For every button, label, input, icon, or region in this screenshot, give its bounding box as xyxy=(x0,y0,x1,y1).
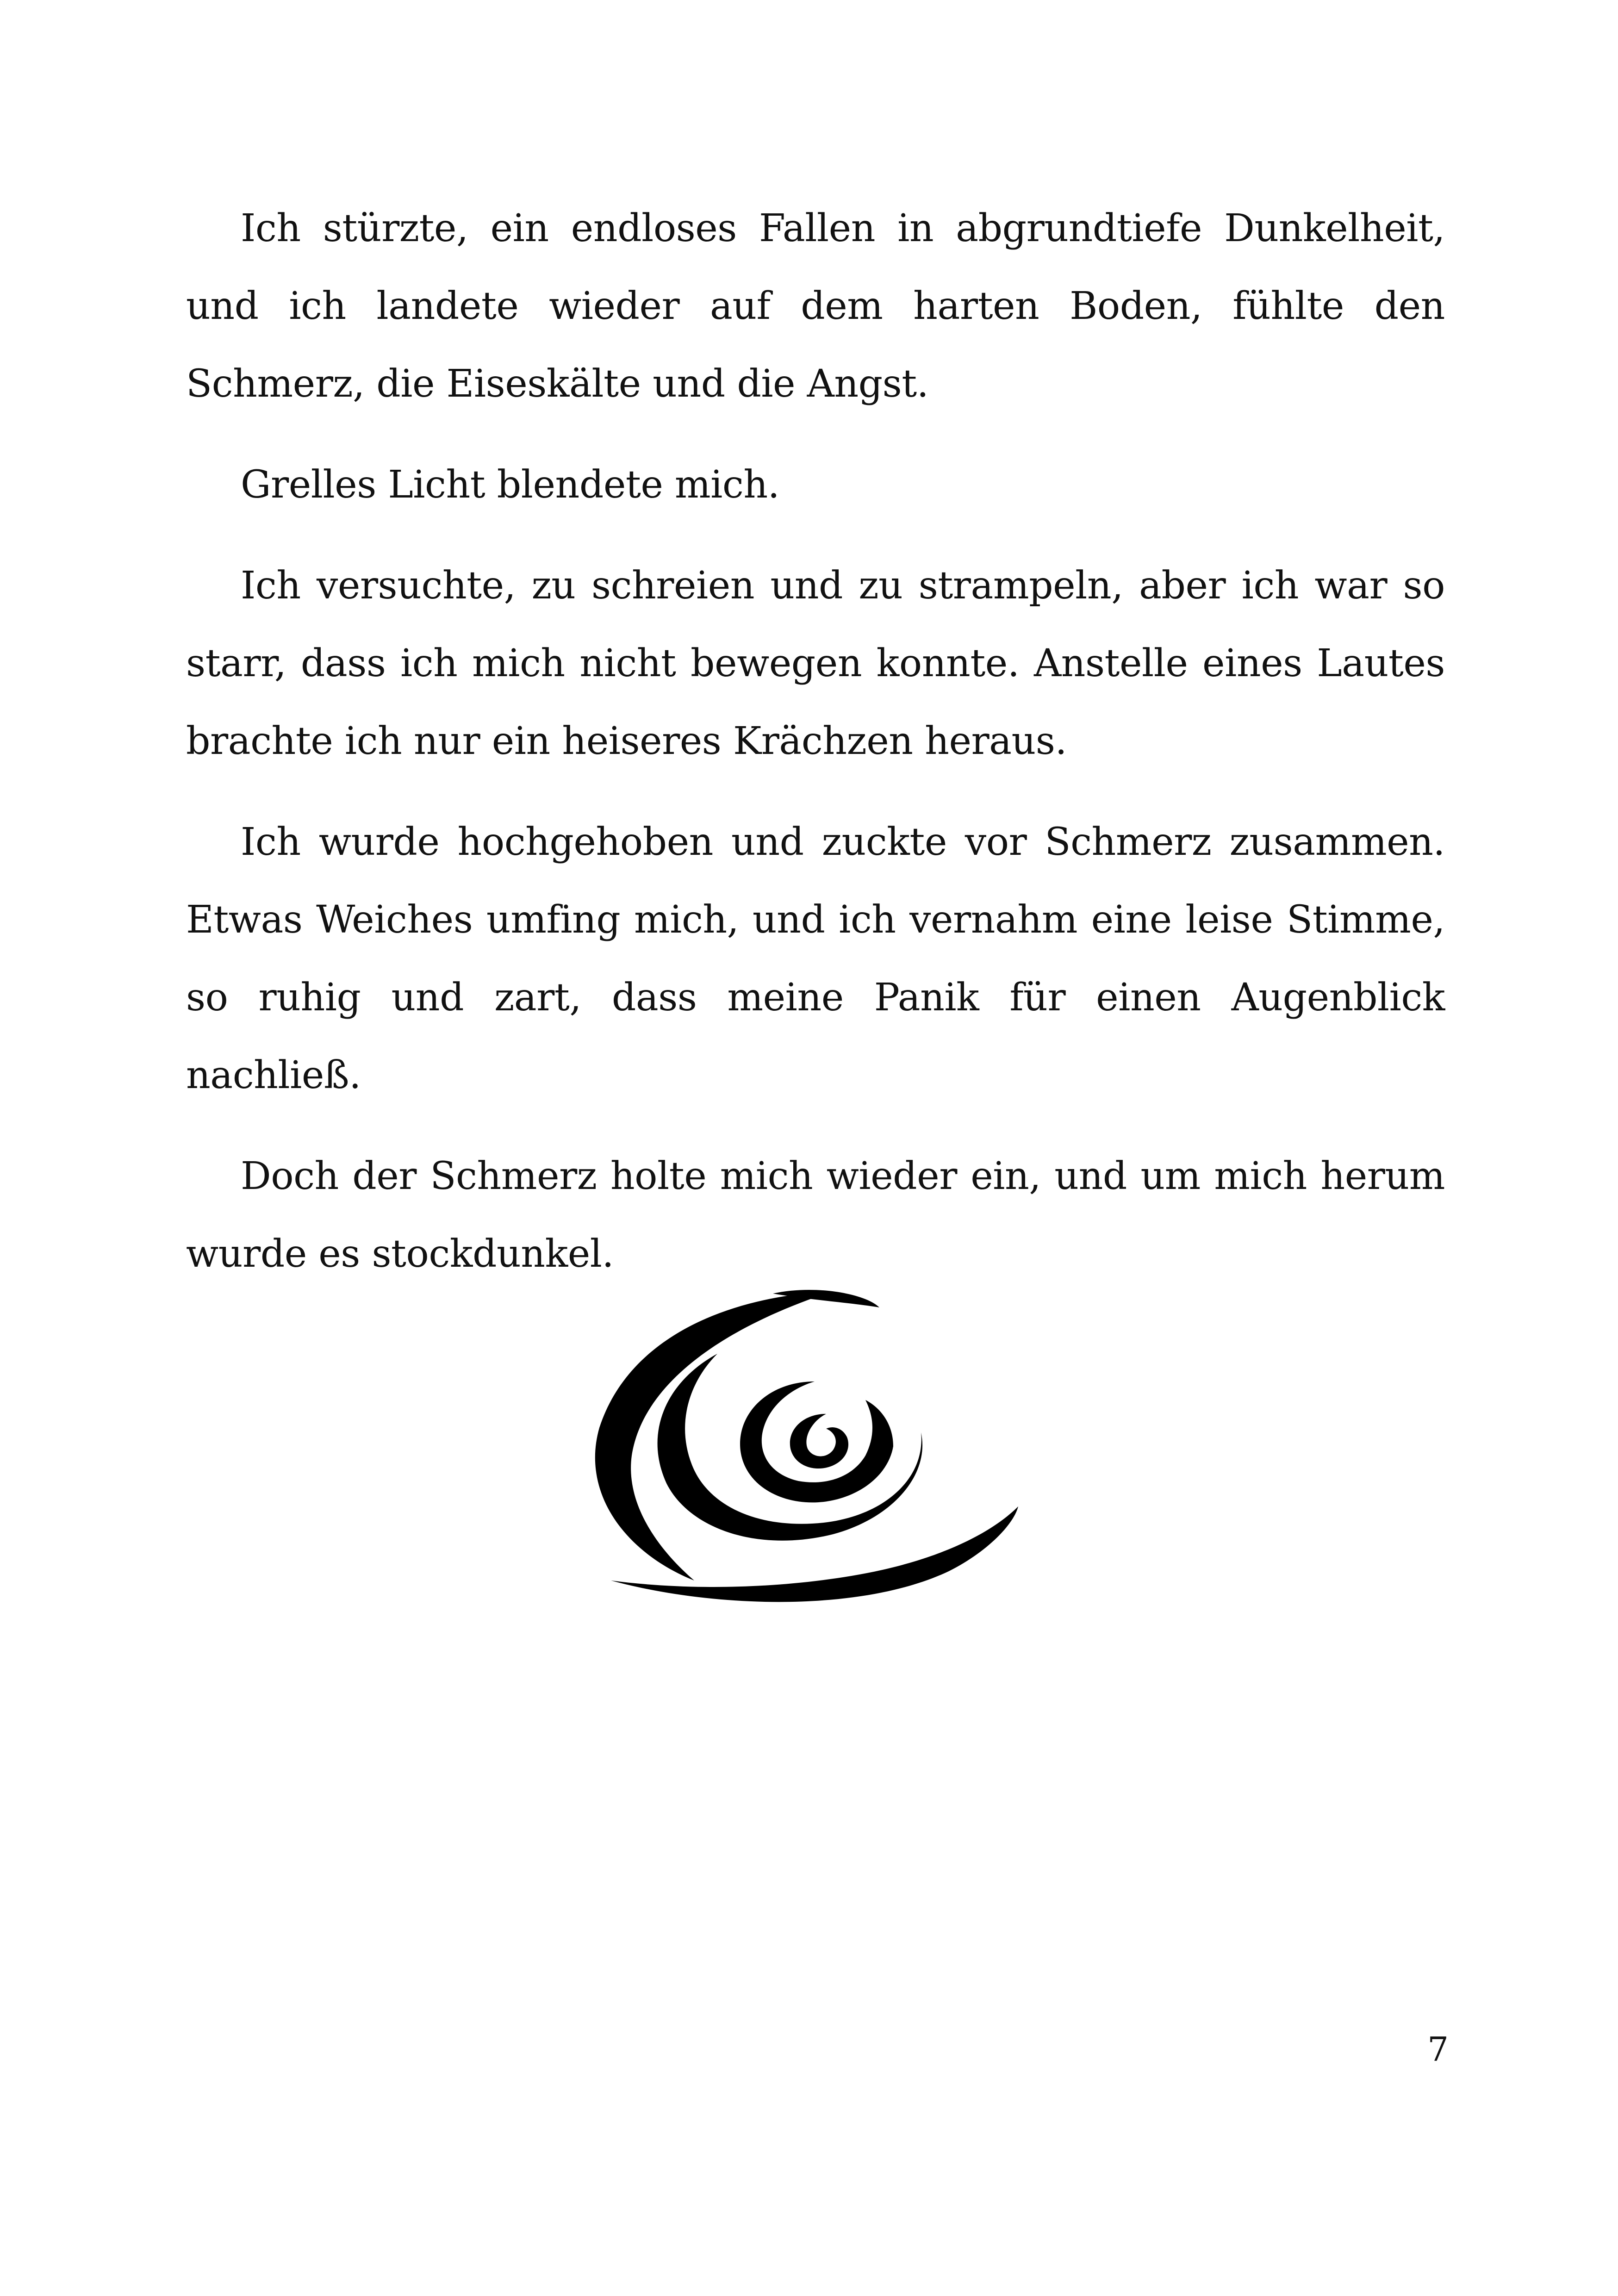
spiral-icon xyxy=(574,1275,1037,1618)
page-number: 7 xyxy=(1427,2030,1449,2069)
paragraph-1: Ich stürzte, ein endloses Fallen in abgrundtiefe Dunkelheit, und ich landete wieder auf dem harten Boden, fühlte den Schmerz, die Eiseskälte und die Angst. xyxy=(186,206,1445,406)
body-text xyxy=(186,190,1445,1316)
paragraph-2: Grelles Licht blendete mich. xyxy=(241,463,780,507)
paragraph-5: Doch der Schmerz holte mich wieder ein, und um mich herum wurde es stockdunkel. xyxy=(186,1154,1445,1276)
paragraph-3: Ich versuchte, zu schreien und zu strampeln, aber ich war so starr, dass ich mich nicht bewegen konnte. Anstelle eines Lautes brachte ich nur ein heiseres Krächzen heraus. xyxy=(186,564,1445,763)
paragraph-4: Ich wurde hochgehoben und zuckte vor Schmerz zusammen. Etwas Weiches umfing mich, und ich vernahm eine leise Stimme, so ruhig und zart, dass meine Panik für einen Augenblick nachließ. xyxy=(186,820,1445,1097)
